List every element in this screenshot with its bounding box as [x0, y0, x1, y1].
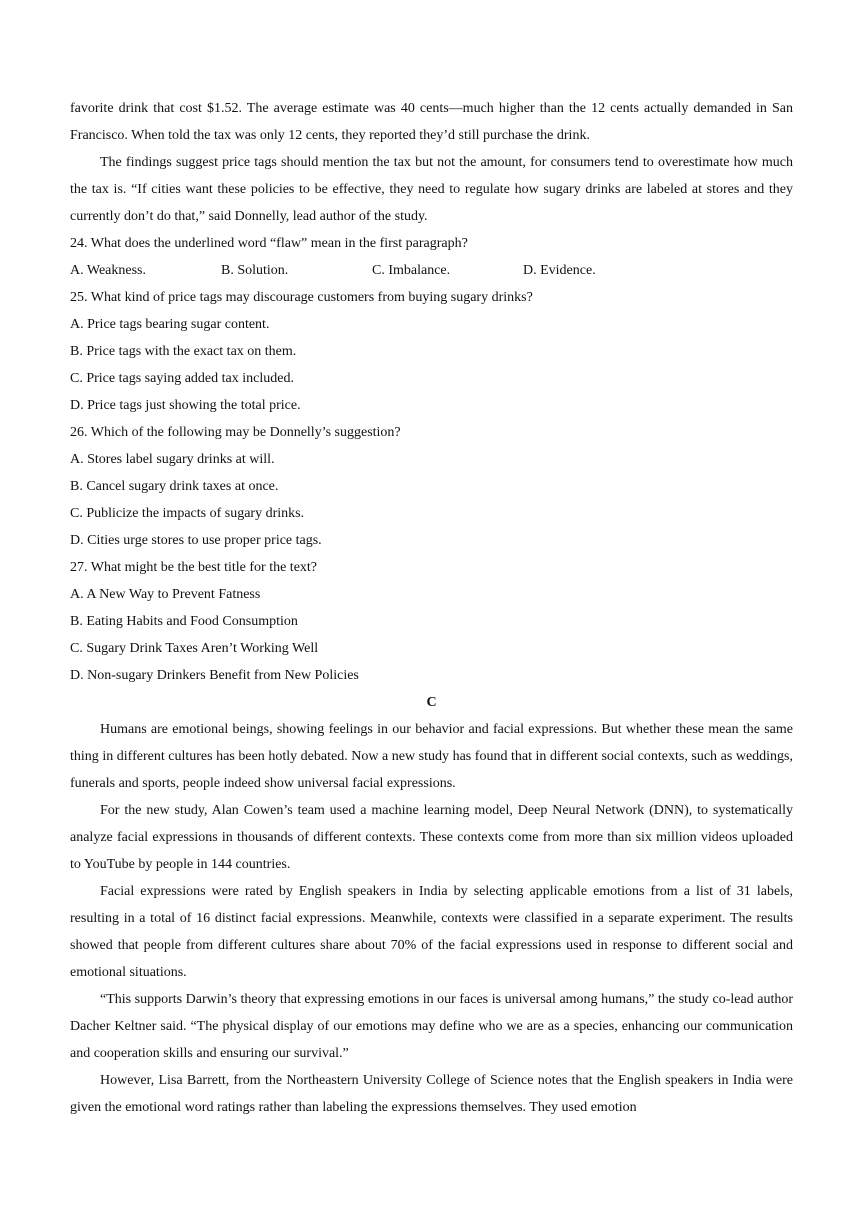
- option: D. Non-sugary Drinkers Benefit from New Policies: [70, 668, 359, 683]
- option: A. A New Way to Prevent Fatness: [70, 587, 261, 602]
- option: C. Sugary Drink Taxes Aren’t Working Well: [70, 641, 319, 656]
- question-stem: 24. What does the underlined word “flaw” mean in the first paragraph?: [70, 236, 468, 251]
- option: D. Evidence.: [523, 263, 596, 278]
- document-page: [70, 95, 793, 1121]
- question-stem: 25. What kind of price tags may discourage customers from buying sugary drinks?: [70, 290, 533, 305]
- option: B. Solution.: [221, 263, 289, 278]
- question-stem: 27. What might be the best title for the text?: [70, 560, 318, 575]
- passage-b-paragraph: favorite drink that cost $1.52. The average estimate was 40 cents—much higher than the 12 cents actually demanded in San Francisco. When told the tax was only 12 cents, they reported they’d still purchase the drink.: [70, 101, 793, 143]
- question-stem: 26. Which of the following may be Donnelly’s suggestion?: [70, 425, 401, 440]
- option: C. Price tags saying added tax included.: [70, 371, 294, 386]
- option: B. Eating Habits and Food Consumption: [70, 614, 298, 629]
- passage-c-paragraph: Facial expressions were rated by English speakers in India by selecting applicable emotions from a list of 31 labels, resulting in a total of 16 distinct facial expressions. Meanwhile, contexts were classified in a separate experiment. The results showed that people from different cultures share about 70% of the facial expressions used in response to different social and emotional situations.: [70, 884, 793, 980]
- option: A. Price tags bearing sugar content.: [70, 317, 270, 332]
- option: B. Cancel sugary drink taxes at once.: [70, 479, 279, 494]
- section-heading: C: [426, 695, 437, 710]
- option: D. Cities urge stores to use proper price tags.: [70, 533, 322, 548]
- option: C. Publicize the impacts of sugary drinks.: [70, 506, 305, 521]
- passage-c-paragraph: However, Lisa Barrett, from the Northeastern University College of Science notes that the English speakers in India were given the emotional word ratings rather than labeling the expressions themselves. They used emotion: [70, 1073, 793, 1115]
- option: A. Stores label sugary drinks at will.: [70, 452, 275, 467]
- passage-c-paragraph: “This supports Darwin’s theory that expressing emotions in our faces is universal among humans,” the study co-lead author Dacher Keltner said. “The physical display of our emotions may define who we are as a species, enhancing our communication and cooperation skills and ensuring our survival.”: [70, 992, 793, 1061]
- option: C. Imbalance.: [372, 263, 451, 278]
- question-options: [70, 257, 793, 284]
- passage-c-paragraph: For the new study, Alan Cowen’s team used a machine learning model, Deep Neural Network (DNN), to systematically analyze facial expressions in thousands of different contexts. These contexts come from more than six million videos uploaded to YouTube by people in 144 countries.: [70, 803, 793, 872]
- option: A. Weakness.: [70, 263, 146, 278]
- passage-c-paragraph: Humans are emotional beings, showing feelings in our behavior and facial expressions. But whether these mean the same thing in different cultures has been hotly debated. Now a new study has found that in different social contexts, such as weddings, funerals and sports, people indeed show universal facial expressions.: [70, 722, 793, 791]
- option: B. Price tags with the exact tax on them.: [70, 344, 297, 359]
- option: D. Price tags just showing the total price.: [70, 398, 301, 413]
- passage-b-paragraph: The findings suggest price tags should mention the tax but not the amount, for consumers tend to overestimate how much the tax is. “If cities want these policies to be effective, they need to regulate how sugary drinks are labeled at stores and they currently don’t do that,” said Donnelly, lead author of the study.: [70, 155, 793, 224]
